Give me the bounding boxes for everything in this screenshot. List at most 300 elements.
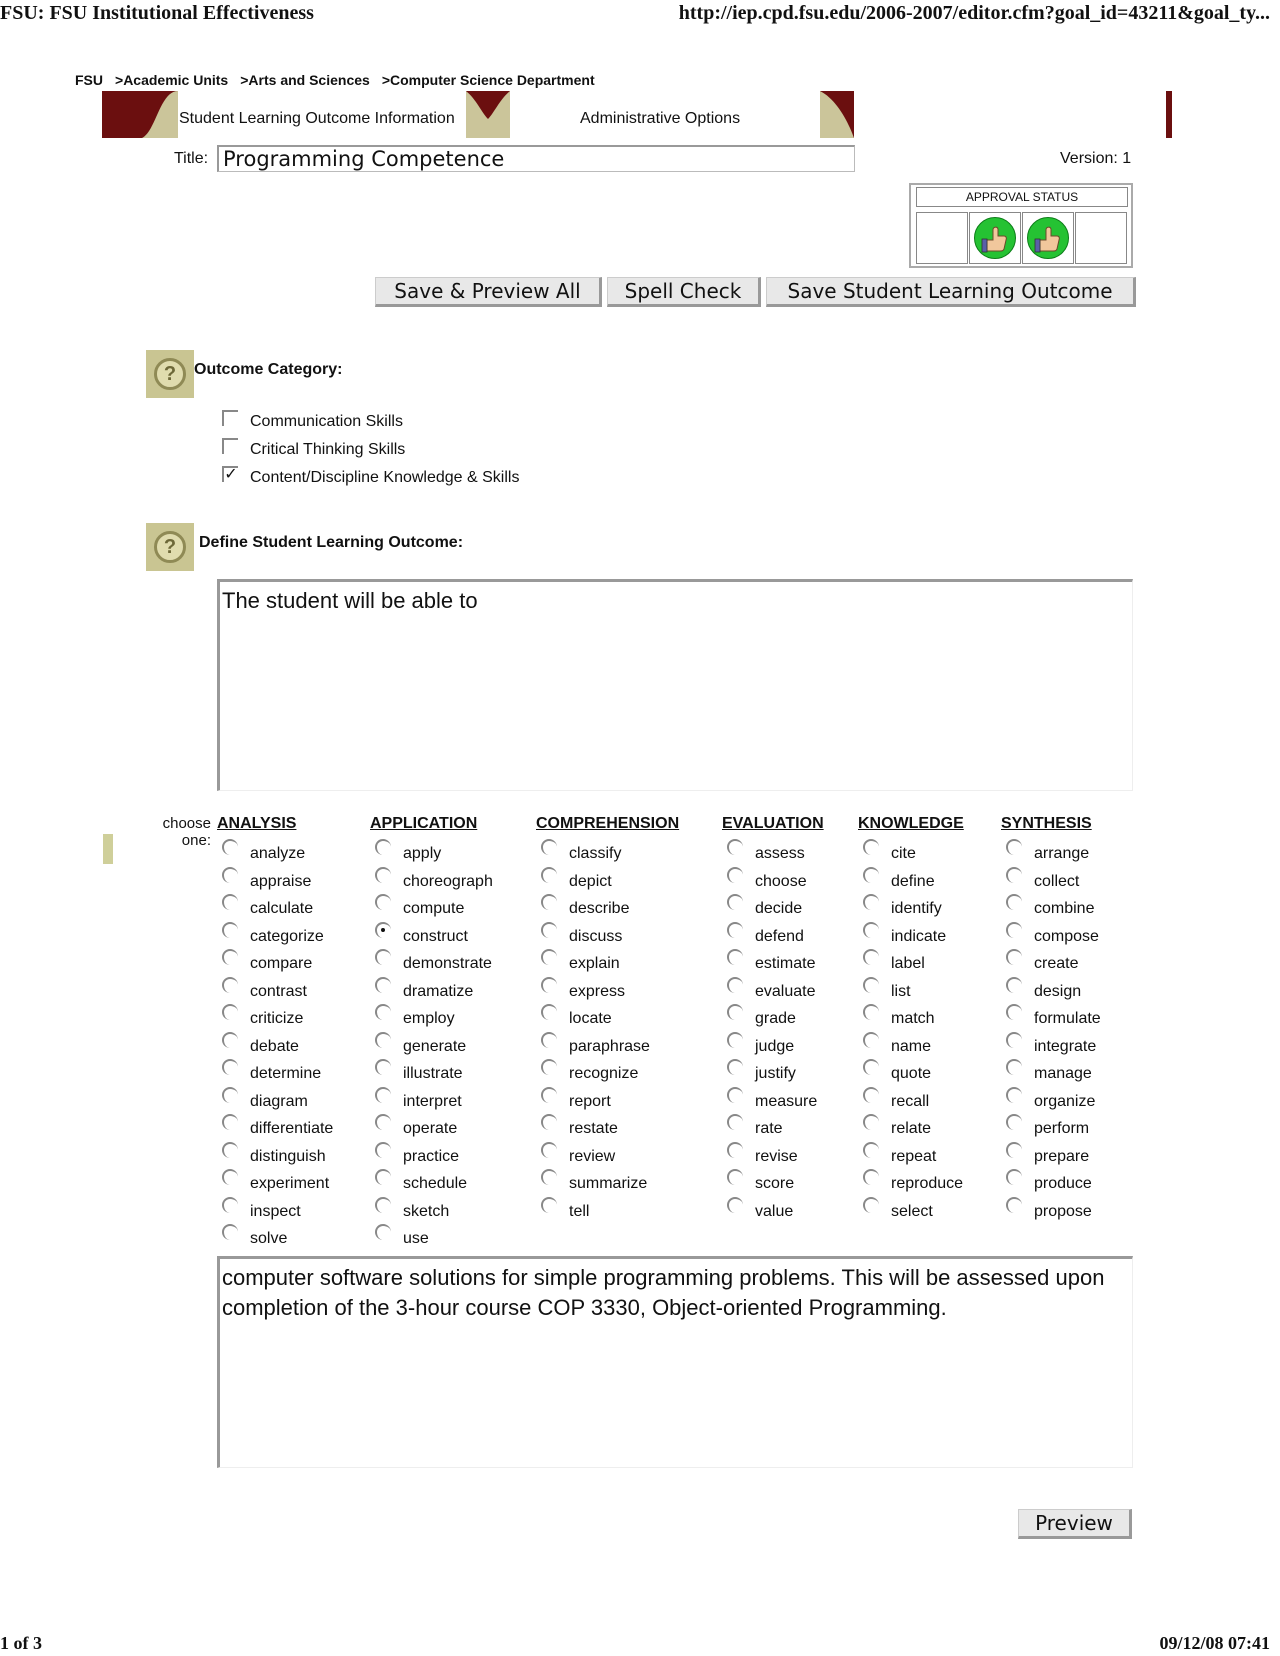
radio[interactable] — [1006, 949, 1022, 965]
verb-option[interactable] — [727, 949, 824, 977]
verb-column-heading[interactable]: ANALYSIS — [217, 815, 297, 832]
verb-label: propose — [1034, 1202, 1092, 1220]
radio[interactable] — [863, 1142, 879, 1158]
verb-option[interactable] — [222, 1059, 322, 1087]
verb-option[interactable] — [541, 839, 679, 867]
verb-option[interactable] — [1006, 1032, 1097, 1060]
radio[interactable] — [222, 1169, 238, 1185]
verb-label: recognize — [569, 1065, 639, 1082]
verb-option[interactable] — [1006, 867, 1092, 895]
verb-option[interactable] — [1006, 949, 1092, 977]
verb-option[interactable] — [541, 1142, 679, 1170]
tab-bar-end-marker — [1166, 91, 1172, 138]
radio[interactable] — [863, 922, 879, 938]
verb-label: repeat — [891, 1147, 937, 1165]
radio[interactable] — [375, 894, 391, 910]
radio[interactable] — [541, 1059, 557, 1075]
verb-label: depict — [569, 872, 612, 890]
verb-option[interactable] — [222, 922, 324, 950]
radio[interactable] — [1006, 1032, 1022, 1048]
radio[interactable] — [375, 1004, 391, 1020]
verb-option[interactable] — [863, 1197, 964, 1225]
radio[interactable] — [222, 1087, 238, 1103]
tab-bar — [102, 91, 854, 138]
verb-label: revise — [755, 1147, 798, 1165]
radio[interactable] — [222, 949, 238, 965]
verb-option[interactable] — [1006, 1087, 1096, 1115]
radio[interactable] — [375, 839, 391, 855]
verb-label: illustrate — [403, 1065, 463, 1082]
radio[interactable] — [863, 839, 879, 855]
radio[interactable] — [375, 977, 391, 993]
verb-option[interactable] — [222, 1087, 308, 1115]
verb-option[interactable] — [375, 1224, 477, 1252]
radio[interactable] — [375, 949, 391, 965]
verb-option[interactable] — [1006, 1059, 1092, 1087]
breadcrumb-item-fsu[interactable]: FSU — [75, 72, 103, 88]
verb-option[interactable] — [375, 922, 477, 950]
verb-label: choose — [755, 872, 807, 890]
verb-column-heading[interactable]: COMPREHENSION — [536, 815, 680, 832]
verb-option[interactable] — [727, 1004, 824, 1032]
radio[interactable] — [541, 1114, 557, 1130]
browser-page-title: FSU: FSU Institutional Effectiveness — [0, 2, 314, 24]
spell-check-button[interactable]: Spell Check — [607, 277, 761, 307]
verb-label: quote — [891, 1065, 932, 1082]
verb-option[interactable] — [222, 1142, 326, 1170]
radio[interactable] — [727, 867, 743, 883]
radio[interactable] — [727, 1114, 743, 1130]
verb-label: create — [1034, 955, 1079, 972]
breadcrumb-item-arts-sciences[interactable]: Arts and Sciences — [248, 72, 370, 88]
radio[interactable] — [222, 894, 238, 910]
verb-label: justify — [755, 1065, 796, 1082]
verb-option[interactable] — [541, 949, 679, 977]
verb-column-heading[interactable]: SYNTHESIS — [1001, 815, 1092, 832]
verb-option[interactable] — [863, 894, 964, 922]
verb-label: schedule — [403, 1175, 468, 1192]
verb-option[interactable] — [1006, 1197, 1092, 1225]
verb-label: report — [569, 1092, 611, 1110]
save-outcome-button[interactable]: Save Student Learning Outcome — [766, 277, 1136, 307]
verb-option[interactable] — [863, 977, 964, 1005]
title-input[interactable]: Programming Competence — [217, 145, 855, 172]
verb-option[interactable] — [727, 1059, 824, 1087]
verb-option[interactable] — [1006, 839, 1092, 867]
verb-label: classify — [569, 845, 622, 862]
radio[interactable] — [541, 1004, 557, 1020]
verb-label: formulate — [1034, 1010, 1101, 1027]
verb-option[interactable] — [222, 977, 307, 1005]
verb-label: criticize — [250, 1010, 304, 1027]
verb-option[interactable] — [863, 1059, 964, 1087]
radio[interactable] — [541, 1169, 557, 1185]
verb-label: list — [891, 982, 911, 1000]
verb-option[interactable] — [727, 1142, 824, 1170]
radio[interactable] — [222, 977, 238, 993]
verb-option[interactable] — [863, 1114, 964, 1142]
verb-label: inspect — [250, 1202, 301, 1220]
verb-label: organize — [1034, 1092, 1096, 1110]
verb-option[interactable] — [1006, 1142, 1092, 1170]
radio[interactable] — [1006, 1004, 1022, 1020]
verb-label: interpret — [403, 1092, 462, 1110]
radio[interactable] — [1006, 1114, 1022, 1130]
radio[interactable] — [541, 949, 557, 965]
radio[interactable] — [222, 922, 238, 938]
verb-option[interactable] — [375, 1087, 477, 1115]
radio[interactable] — [863, 949, 879, 965]
verb-label: employ — [403, 1010, 455, 1027]
verb-option[interactable] — [541, 1032, 679, 1060]
verb-option[interactable] — [541, 1114, 679, 1142]
verb-option[interactable] — [727, 1032, 824, 1060]
verb-option[interactable] — [1006, 922, 1099, 950]
radio[interactable] — [727, 839, 743, 855]
radio[interactable] — [541, 839, 557, 855]
verb-option[interactable] — [375, 949, 492, 977]
radio[interactable] — [222, 867, 238, 883]
radio[interactable] — [375, 1197, 391, 1213]
breadcrumb-item-computer-science[interactable]: Computer Science Department — [390, 72, 595, 88]
radio[interactable] — [727, 922, 743, 938]
verb-label: describe — [569, 900, 630, 917]
verb-option[interactable] — [222, 1114, 334, 1142]
radio[interactable] — [1006, 1142, 1022, 1158]
choose-one-label: choose one: — [162, 815, 211, 849]
verb-label: name — [891, 1037, 932, 1055]
outcome-category-label: Outcome Category: — [194, 361, 343, 378]
radio[interactable] — [863, 1004, 879, 1020]
radio-selected[interactable] — [375, 922, 391, 938]
verb-label: prepare — [1034, 1147, 1090, 1165]
verb-column-application — [370, 815, 493, 1252]
radio[interactable] — [863, 977, 879, 993]
verb-label: review — [569, 1147, 616, 1165]
verb-label: reproduce — [891, 1175, 964, 1192]
verb-option[interactable] — [1006, 1114, 1092, 1142]
verb-label: grade — [755, 1010, 796, 1027]
verb-option[interactable] — [541, 1169, 679, 1197]
tab-student-learning-outcome[interactable]: Student Learning Outcome Information — [179, 110, 455, 127]
radio[interactable] — [727, 894, 743, 910]
breadcrumb-separator: > — [381, 72, 390, 88]
radio[interactable] — [375, 1087, 391, 1103]
verb-label: tell — [569, 1202, 590, 1220]
radio[interactable] — [727, 949, 743, 965]
verb-label: collect — [1034, 872, 1080, 890]
verb-option[interactable] — [1006, 894, 1095, 922]
verb-option[interactable] — [727, 1087, 824, 1115]
verb-option[interactable] — [375, 1004, 477, 1032]
verb-option[interactable] — [222, 1032, 299, 1060]
thumbs-up-icon — [974, 217, 1016, 259]
verb-option[interactable] — [727, 922, 824, 950]
radio[interactable] — [863, 1032, 879, 1048]
verb-option[interactable] — [375, 1169, 477, 1197]
verb-label: demonstrate — [403, 955, 492, 972]
approval-cell — [969, 212, 1021, 264]
verb-label: analyze — [250, 845, 306, 862]
radio[interactable] — [541, 977, 557, 993]
verb-label: compose — [1034, 927, 1099, 945]
radio[interactable] — [541, 867, 557, 883]
verb-label: rate — [755, 1120, 783, 1137]
verb-option[interactable] — [541, 1197, 679, 1225]
radio[interactable] — [727, 1004, 743, 1020]
radio[interactable] — [222, 1197, 238, 1213]
verb-label: assess — [755, 845, 805, 862]
checkbox[interactable] — [222, 410, 238, 426]
radio[interactable] — [863, 1114, 879, 1130]
radio[interactable] — [541, 894, 557, 910]
radio[interactable] — [541, 922, 557, 938]
verb-label: judge — [755, 1037, 795, 1055]
radio[interactable] — [1006, 894, 1022, 910]
verb-option[interactable] — [222, 867, 312, 895]
verb-option[interactable] — [375, 1142, 477, 1170]
verb-label: match — [891, 1010, 935, 1027]
verb-option[interactable] — [541, 1004, 679, 1032]
verb-label: locate — [569, 1010, 612, 1027]
verb-option[interactable] — [863, 1142, 964, 1170]
verb-label: explain — [569, 955, 620, 972]
verb-option[interactable] — [727, 867, 824, 895]
verb-option[interactable] — [222, 1224, 296, 1252]
verb-label: compute — [403, 900, 465, 917]
outcome-text-after-textarea[interactable]: computer software solutions for simple programming problems. This will be assessed upon completion of the 3-hour course COP 3330, Object-oriented Programming. — [217, 1256, 1133, 1468]
radio[interactable] — [727, 1197, 743, 1213]
verb-label: produce — [1034, 1175, 1092, 1192]
verb-option[interactable] — [375, 977, 477, 1005]
print-timestamp: 09/12/08 07:41 — [1159, 1633, 1270, 1653]
verb-label: design — [1034, 982, 1082, 1000]
verb-label: defend — [755, 927, 804, 945]
verb-column-knowledge — [858, 815, 964, 1224]
radio[interactable] — [375, 1142, 391, 1158]
verb-column-heading[interactable]: EVALUATION — [722, 815, 824, 832]
thumbs-up-icon — [1027, 217, 1069, 259]
radio[interactable] — [1006, 977, 1022, 993]
verb-label: restate — [569, 1120, 618, 1137]
verb-option[interactable] — [727, 894, 824, 922]
browser-url: http://iep.cpd.fsu.edu/2006-2007/editor.cfm?goal_id=43211&goal_ty... — [678, 2, 1270, 24]
radio[interactable] — [222, 1224, 238, 1240]
verb-option[interactable] — [541, 1087, 679, 1115]
verb-option[interactable] — [375, 894, 477, 922]
radio[interactable] — [727, 1142, 743, 1158]
verb-option[interactable] — [727, 1169, 824, 1197]
verb-option[interactable] — [1006, 977, 1092, 1005]
radio[interactable] — [863, 1169, 879, 1185]
verb-label: cite — [891, 845, 916, 862]
verb-option[interactable] — [375, 1114, 477, 1142]
breadcrumb-separator: > — [115, 72, 124, 88]
verb-option[interactable] — [727, 1114, 824, 1142]
radio[interactable] — [222, 1004, 238, 1020]
radio[interactable] — [727, 977, 743, 993]
checkbox-checked[interactable]: ✓ — [222, 466, 238, 482]
preview-button[interactable]: Preview — [1018, 1509, 1132, 1539]
verb-option[interactable] — [222, 894, 314, 922]
verb-option[interactable] — [863, 1087, 964, 1115]
radio[interactable] — [375, 1224, 391, 1240]
radio[interactable] — [1006, 1169, 1022, 1185]
verb-option[interactable] — [727, 1197, 824, 1225]
radio[interactable] — [222, 1142, 238, 1158]
checkbox[interactable] — [222, 438, 238, 454]
verb-option[interactable] — [1006, 1004, 1101, 1032]
verb-label: experiment — [250, 1175, 330, 1192]
outcome-text-before-textarea[interactable]: The student will be able to — [217, 579, 1133, 791]
verb-label: distinguish — [250, 1147, 326, 1165]
radio[interactable] — [1006, 1087, 1022, 1103]
verb-label: summarize — [569, 1175, 648, 1192]
radio[interactable] — [541, 1142, 557, 1158]
tab-right-swoosh-icon — [820, 91, 854, 138]
verb-label: operate — [403, 1120, 458, 1137]
verb-label: label — [891, 955, 925, 972]
approval-status-title: APPROVAL STATUS — [916, 187, 1128, 207]
verb-option[interactable] — [375, 1197, 477, 1225]
radio[interactable] — [863, 1059, 879, 1075]
verb-option[interactable] — [541, 922, 679, 950]
help-icon[interactable]: ? — [146, 350, 194, 398]
verb-option[interactable] — [222, 1004, 304, 1032]
verb-label: combine — [1034, 900, 1095, 917]
verb-option[interactable] — [222, 1169, 330, 1197]
breadcrumb — [75, 72, 595, 88]
verb-marker — [103, 834, 113, 864]
verb-label: practice — [403, 1147, 460, 1165]
radio[interactable] — [863, 894, 879, 910]
verb-label: compare — [250, 955, 313, 972]
verb-label: indicate — [891, 927, 947, 945]
radio[interactable] — [541, 1087, 557, 1103]
verb-label: value — [755, 1202, 794, 1220]
verb-option[interactable] — [375, 1059, 477, 1087]
verb-option[interactable] — [375, 1032, 477, 1060]
verb-label: arrange — [1034, 845, 1090, 862]
radio[interactable] — [727, 1169, 743, 1185]
verb-label: recall — [891, 1092, 930, 1110]
verb-label: categorize — [250, 927, 324, 945]
verb-column-analysis — [217, 815, 334, 1252]
verb-option[interactable] — [222, 1197, 301, 1225]
version-label: Version: 1 — [1060, 150, 1132, 167]
checkbox-label: Critical Thinking Skills — [250, 441, 406, 458]
verb-option[interactable] — [863, 1004, 964, 1032]
verb-option[interactable] — [863, 1032, 964, 1060]
verb-label: use — [403, 1230, 429, 1247]
verb-option[interactable] — [375, 867, 493, 895]
breadcrumb-separator: > — [240, 72, 249, 88]
verb-label: evaluate — [755, 982, 816, 1000]
breadcrumb-item-academic-units[interactable]: Academic Units — [123, 72, 229, 88]
verb-label: contrast — [250, 982, 307, 1000]
radio[interactable] — [222, 839, 238, 855]
approval-status-panel — [909, 183, 1133, 268]
verb-option[interactable] — [222, 949, 313, 977]
verb-option[interactable] — [863, 949, 964, 977]
radio[interactable] — [863, 1087, 879, 1103]
radio[interactable] — [1006, 922, 1022, 938]
tab-administrative-options[interactable]: Administrative Options — [580, 110, 741, 127]
radio[interactable] — [863, 1197, 879, 1213]
verb-column-heading[interactable]: KNOWLEDGE — [858, 815, 964, 832]
help-icon[interactable]: ? — [146, 523, 194, 571]
radio[interactable] — [375, 867, 391, 883]
radio[interactable] — [863, 867, 879, 883]
verb-label: debate — [250, 1037, 299, 1055]
radio[interactable] — [222, 1032, 238, 1048]
verb-label: paraphrase — [569, 1037, 650, 1055]
verb-column-synthesis — [1001, 815, 1101, 1224]
radio[interactable] — [375, 1169, 391, 1185]
radio[interactable] — [375, 1032, 391, 1048]
radio[interactable] — [1006, 1059, 1022, 1075]
verb-option[interactable] — [727, 839, 824, 867]
radio[interactable] — [541, 1197, 557, 1213]
verb-option[interactable] — [1006, 1169, 1092, 1197]
radio[interactable] — [375, 1059, 391, 1075]
verb-option[interactable] — [541, 894, 679, 922]
verb-label: construct — [403, 927, 468, 945]
radio[interactable] — [375, 1114, 391, 1130]
verb-option[interactable] — [727, 977, 824, 1005]
verb-option[interactable] — [222, 839, 306, 867]
verb-option[interactable] — [541, 867, 679, 895]
verb-label: identify — [891, 900, 942, 917]
verb-label: dramatize — [403, 982, 474, 1000]
verb-option[interactable] — [541, 1059, 679, 1087]
verb-label: decide — [755, 900, 803, 917]
radio[interactable] — [541, 1032, 557, 1048]
verb-label: diagram — [250, 1092, 308, 1110]
verb-label: integrate — [1034, 1037, 1097, 1055]
radio[interactable] — [727, 1087, 743, 1103]
radio[interactable] — [222, 1059, 238, 1075]
define-outcome-label: Define Student Learning Outcome: — [199, 534, 464, 551]
radio[interactable] — [222, 1114, 238, 1130]
verb-label: differentiate — [250, 1120, 334, 1137]
radio[interactable] — [727, 1059, 743, 1075]
verb-label: choreograph — [403, 872, 493, 890]
verb-option[interactable] — [863, 867, 964, 895]
verb-option[interactable] — [863, 1169, 964, 1197]
verb-option[interactable] — [541, 977, 679, 1005]
radio[interactable] — [1006, 1197, 1022, 1213]
radio[interactable] — [1006, 839, 1022, 855]
verb-label: generate — [403, 1037, 467, 1055]
verb-option[interactable] — [375, 839, 477, 867]
verb-label: apply — [403, 845, 442, 862]
verb-label: manage — [1034, 1065, 1092, 1082]
verb-label: select — [891, 1202, 933, 1220]
verb-option[interactable] — [863, 922, 964, 950]
verb-label: perform — [1034, 1120, 1090, 1137]
verb-label: discuss — [569, 927, 623, 945]
approval-cell — [1075, 212, 1127, 264]
save-preview-all-button[interactable]: Save & Preview All — [375, 277, 602, 307]
verb-column-heading[interactable]: APPLICATION — [370, 815, 478, 832]
radio[interactable] — [727, 1032, 743, 1048]
verb-option[interactable] — [863, 839, 964, 867]
verb-label: appraise — [250, 872, 312, 890]
checkbox-label: Content/Discipline Knowledge & Skills — [250, 469, 520, 486]
approval-cell — [1022, 212, 1074, 264]
radio[interactable] — [1006, 867, 1022, 883]
